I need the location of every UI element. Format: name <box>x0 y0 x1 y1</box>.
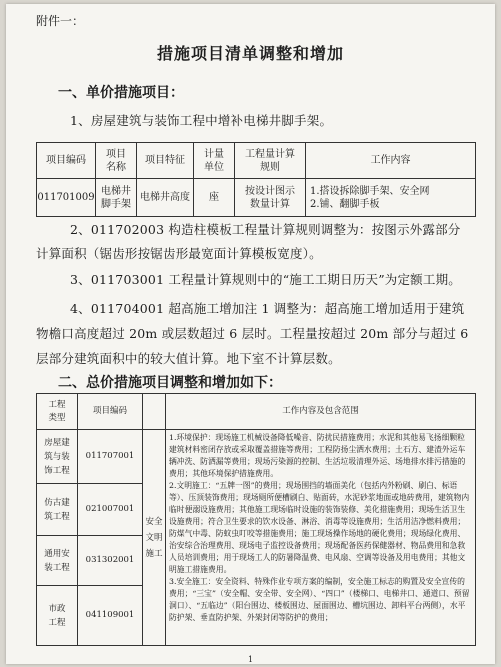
header-work: 工作内容 <box>306 143 476 179</box>
section1-point4-line3: 层部分建筑面积中的较大值计算。地下室不计算层数。 <box>36 351 341 366</box>
cell-feature: 电梯井高度 <box>137 179 194 217</box>
cell-code: 031302001 <box>78 536 143 586</box>
table-row <box>37 179 476 217</box>
cell-name: 电梯井 脚手架 <box>96 179 137 217</box>
cell-type: 市政 工程 <box>37 586 78 646</box>
content-item-1: 1.环境保护：现场施工机械设备降低噪音、防扰民措施费用；水泥和其他易飞扬细颗粒建筑材料密闭存放或采取覆盖措施等费用；工程防扬尘洒水费用；土石方、建渣外运车辆冲洗、防洒漏等费用；现场污染源的控制、生活垃圾清理外运、场地排水排污措施的费用；其他环境保护措施费用。 <box>169 433 466 478</box>
total-price-table <box>36 393 476 646</box>
header-content: 工作内容及包含范围 <box>166 394 476 430</box>
document-page <box>6 4 495 664</box>
attachment-label: 附件一： <box>36 14 85 28</box>
section1-point2-line1: 2、011702003 构造柱模板工程量计算规则调整为：按图示外露部分 <box>70 222 461 237</box>
header-name <box>143 394 166 430</box>
header-name: 项目 名称 <box>96 143 137 179</box>
cell-work: 1.搭设拆除脚手架、安全网 2.铺、翻脚手板 <box>306 179 476 217</box>
cell-code: 021007001 <box>78 484 143 536</box>
table-header-row <box>37 143 476 179</box>
section1-point4-line2: 物檐口高度超过 20m 或层数超过 6 层时。工程量按超过 20m 部分与超过 6 <box>36 326 469 341</box>
header-code: 项目编码 <box>78 394 143 430</box>
content-item-3: 3.安全施工：安全资料、特殊作业专项方案的编制，安全施工标志的购置及安全宣传的费用；“三宝”（安全帽、安全带、安全网）、“四口”（楼梯口、电梯井口、通道口、预留洞口）、“五临边”（阳台围边、楼板围边、屋面围边、槽坑围边、卸料平台两侧），水平防护架、垂直防护架、外架封闭等防护的费用； <box>169 577 470 622</box>
cell-type: 仿古建 筑工程 <box>37 484 78 536</box>
cell-item-name: 安全 文明 施工 <box>143 430 166 646</box>
cell-content <box>166 430 476 646</box>
cell-code: 011701009 <box>37 179 96 217</box>
header-feature: 项目特征 <box>137 143 194 179</box>
table-row <box>37 430 476 484</box>
page-number: 1 <box>247 655 254 664</box>
cell-code: 041109001 <box>78 586 143 646</box>
header-rule: 工程量计算 规则 <box>235 143 306 179</box>
section2-heading: 二、总价措施项目调整和增加如下： <box>58 375 282 391</box>
cell-unit: 座 <box>194 179 235 217</box>
unit-price-table <box>36 142 476 217</box>
section1-point1: 1、房屋建筑与装饰工程中增补电梯井脚手架。 <box>70 113 333 128</box>
header-code: 项目编码 <box>37 143 96 179</box>
header-unit: 计量 单位 <box>194 143 235 179</box>
section1-point4-line1: 4、011704001 超高施工增加注 1 调整为：超高施工增加适用于建筑 <box>70 301 465 316</box>
header-type: 工程 类型 <box>37 394 78 430</box>
page-title: 措施项目清单调整和增加 <box>156 44 344 63</box>
table-header-row <box>37 394 476 430</box>
cell-rule: 按设计图示 数量计算 <box>235 179 306 217</box>
cell-type: 通用安 装工程 <box>37 536 78 586</box>
section1-heading: 一、单价措施项目： <box>58 85 184 101</box>
section1-point2-line2: 计算面积（锯齿形按锯齿形最宽面计算模板宽度）。 <box>36 246 322 261</box>
section1-point3: 3、011703001 工程量计算规则中的“施工工期日历天”为定额工期。 <box>70 272 461 287</box>
cell-code: 011707001 <box>78 430 143 484</box>
content-item-2: 2.文明施工：“五牌一图”的费用；现场围挡的墙面美化（包括内外粉刷、刷白、标语等）、压顶装饰费用；现场厕所便槽刷白、贴面砖，水泥砂浆地面或地砖费用，建筑物内临时便溺设施费用；其他施工现场临时设施的装饰装修、美化措施费用；现场生活卫生设施费用；符合卫生要求的饮水设备、淋浴、消毒等设施费用；生活用洁净燃料费用；防煤气中毒、防蚊虫叮咬等措施费用；施工现场操作场地的硬化费用；现场绿化费用、治安综合治理费用、现场电子监控设备费用；现场配备医药保健器材、物品费用和急救人员培训费用；用于现场工人的防暑降温费、电风扇、空调等设备及用电费用；其他文明施工措施费用。 <box>169 481 470 574</box>
cell-type: 房屋建 筑与装 饰工程 <box>37 430 78 484</box>
